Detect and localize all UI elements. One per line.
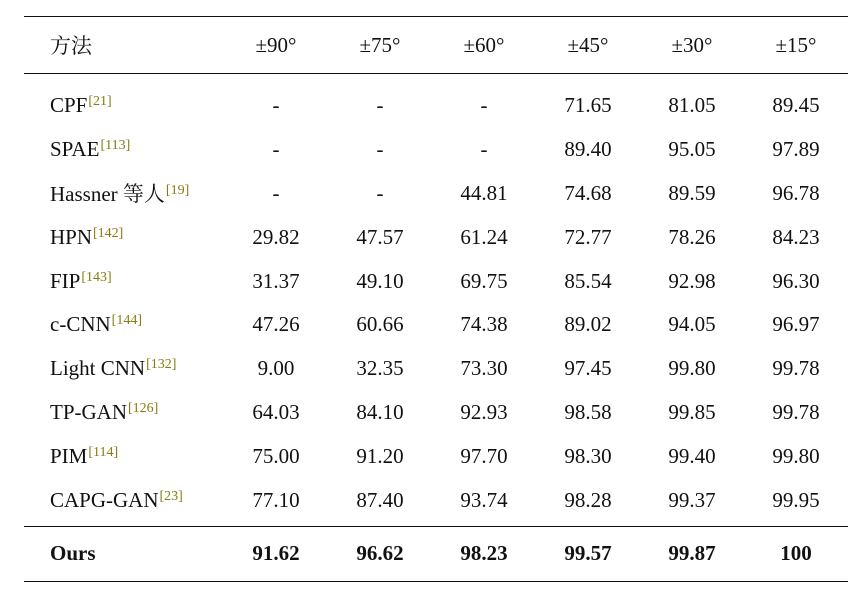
value-cell-30: 78.26 bbox=[668, 224, 716, 249]
citation-ref: [126] bbox=[128, 400, 159, 416]
value-cell-60: 92.93 bbox=[460, 399, 508, 424]
method-cell bbox=[24, 434, 224, 478]
ours-value-15: 100 bbox=[780, 541, 812, 566]
table-row bbox=[24, 303, 848, 347]
method-cell bbox=[24, 478, 224, 522]
value-cell-45: 97.45 bbox=[564, 356, 612, 381]
table-row bbox=[24, 128, 848, 172]
value-cell-75: 87.40 bbox=[356, 487, 404, 512]
value-cell-60: 61.24 bbox=[460, 224, 508, 249]
value-cell-30: 81.05 bbox=[668, 93, 716, 118]
value-cell-45: 98.30 bbox=[564, 443, 612, 468]
method-cell bbox=[24, 303, 224, 347]
value-cell-90: - bbox=[272, 93, 280, 118]
bottom-rule bbox=[24, 581, 848, 582]
value-cell-45: 74.68 bbox=[564, 180, 612, 205]
ours-value-30: 99.87 bbox=[668, 541, 716, 566]
method-name: HPN bbox=[50, 224, 93, 249]
value-cell-90: 75.00 bbox=[252, 443, 300, 468]
citation-ref: [144] bbox=[111, 313, 142, 329]
value-cell-15: 84.23 bbox=[772, 224, 820, 249]
method-name: PIM bbox=[50, 443, 88, 468]
header-30: ±30° bbox=[671, 32, 713, 57]
method-name: CAPG-GAN bbox=[50, 487, 159, 512]
value-cell-15: 99.78 bbox=[772, 399, 820, 424]
value-cell-60: 73.30 bbox=[460, 356, 508, 381]
table-row bbox=[24, 259, 848, 303]
header-method: 方法 bbox=[50, 34, 92, 58]
value-cell-45: 98.58 bbox=[564, 399, 612, 424]
value-cell-15: 89.45 bbox=[772, 93, 820, 118]
value-cell-75: - bbox=[376, 93, 384, 118]
value-cell-30: 99.85 bbox=[668, 399, 716, 424]
value-cell-75: - bbox=[376, 180, 384, 205]
value-cell-60: 93.74 bbox=[460, 487, 508, 512]
method-name: Light CNN bbox=[50, 356, 146, 381]
citation-ref: [19] bbox=[165, 183, 190, 199]
header-rule bbox=[24, 73, 848, 74]
value-cell-15: 99.80 bbox=[772, 443, 820, 468]
value-cell-60: - bbox=[480, 137, 488, 162]
value-cell-75: 91.20 bbox=[356, 443, 404, 468]
value-cell-90: - bbox=[272, 180, 280, 205]
citation-ref: [23] bbox=[159, 488, 183, 504]
header-45: ±45° bbox=[567, 32, 609, 57]
value-cell-30: 94.05 bbox=[668, 312, 716, 337]
value-cell-90: 77.10 bbox=[252, 487, 300, 512]
value-cell-60: 69.75 bbox=[460, 268, 508, 293]
method-cell bbox=[24, 84, 224, 128]
value-cell-45: 89.02 bbox=[564, 312, 612, 337]
value-cell-75: - bbox=[376, 137, 384, 162]
value-cell-75: 47.57 bbox=[356, 224, 404, 249]
value-cell-30: 99.40 bbox=[668, 443, 716, 468]
citation-ref: [21] bbox=[88, 94, 112, 110]
value-cell-30: 92.98 bbox=[668, 268, 716, 293]
value-cell-45: 85.54 bbox=[564, 268, 612, 293]
header-60: ±60° bbox=[463, 32, 505, 57]
value-cell-60: 44.81 bbox=[460, 180, 508, 205]
value-cell-75: 49.10 bbox=[356, 268, 404, 293]
citation-ref: [114] bbox=[88, 444, 119, 460]
header-90: ±90° bbox=[255, 32, 297, 57]
value-cell-30: 99.80 bbox=[668, 356, 716, 381]
value-cell-45: 89.40 bbox=[564, 137, 612, 162]
citation-ref: [132] bbox=[146, 357, 177, 373]
table-row bbox=[24, 215, 848, 259]
value-cell-30: 99.37 bbox=[668, 487, 716, 512]
value-cell-90: 9.00 bbox=[257, 356, 295, 381]
method-name: Hassner 等人 bbox=[50, 182, 165, 207]
value-cell-30: 89.59 bbox=[668, 180, 716, 205]
value-cell-15: 99.95 bbox=[772, 487, 820, 512]
header-75: ±75° bbox=[359, 32, 401, 57]
table-row bbox=[24, 478, 848, 522]
value-cell-75: 32.35 bbox=[356, 356, 404, 381]
ours-method: Ours bbox=[50, 541, 96, 566]
method-name: SPAE bbox=[50, 137, 100, 162]
table-row bbox=[24, 347, 848, 391]
citation-ref: [143] bbox=[81, 269, 112, 285]
table-row bbox=[24, 172, 848, 216]
method-cell bbox=[24, 172, 224, 216]
ours-value-90: 91.62 bbox=[252, 541, 300, 566]
value-cell-60: 97.70 bbox=[460, 443, 508, 468]
ours-row bbox=[24, 527, 848, 581]
table-row bbox=[24, 434, 848, 478]
method-name: FIP bbox=[50, 268, 81, 293]
header-15: ±15° bbox=[775, 32, 817, 57]
value-cell-45: 71.65 bbox=[564, 93, 612, 118]
value-cell-45: 72.77 bbox=[564, 224, 612, 249]
value-cell-15: 96.97 bbox=[772, 312, 820, 337]
citation-ref: [113] bbox=[100, 138, 131, 154]
method-name: TP-GAN bbox=[50, 399, 127, 424]
value-cell-90: 47.26 bbox=[252, 312, 300, 337]
method-name: CPF bbox=[50, 93, 88, 118]
value-cell-90: 64.03 bbox=[252, 399, 300, 424]
ours-value-75: 96.62 bbox=[356, 541, 404, 566]
header-row bbox=[24, 17, 848, 73]
method-cell bbox=[24, 215, 224, 259]
results-table bbox=[24, 17, 848, 73]
table-row bbox=[24, 391, 848, 435]
value-cell-60: 74.38 bbox=[460, 312, 508, 337]
value-cell-15: 97.89 bbox=[772, 137, 820, 162]
citation-ref: [142] bbox=[93, 225, 124, 241]
table-row bbox=[24, 84, 848, 128]
value-cell-90: 31.37 bbox=[252, 268, 300, 293]
ours-value-45: 99.57 bbox=[564, 541, 612, 566]
value-cell-90: 29.82 bbox=[252, 224, 300, 249]
results-table-container bbox=[24, 16, 848, 582]
value-cell-30: 95.05 bbox=[668, 137, 716, 162]
value-cell-15: 99.78 bbox=[772, 356, 820, 381]
value-cell-15: 96.78 bbox=[772, 180, 820, 205]
value-cell-15: 96.30 bbox=[772, 268, 820, 293]
value-cell-75: 84.10 bbox=[356, 399, 404, 424]
method-cell bbox=[24, 259, 224, 303]
method-cell bbox=[24, 347, 224, 391]
results-table-ours bbox=[24, 527, 848, 581]
value-cell-90: - bbox=[272, 137, 280, 162]
method-name: c-CNN bbox=[50, 312, 111, 337]
value-cell-75: 60.66 bbox=[356, 312, 404, 337]
value-cell-60: - bbox=[480, 93, 488, 118]
method-cell bbox=[24, 128, 224, 172]
method-cell bbox=[24, 391, 224, 435]
results-table-body bbox=[24, 84, 848, 522]
ours-value-60: 98.23 bbox=[460, 541, 508, 566]
value-cell-45: 98.28 bbox=[564, 487, 612, 512]
